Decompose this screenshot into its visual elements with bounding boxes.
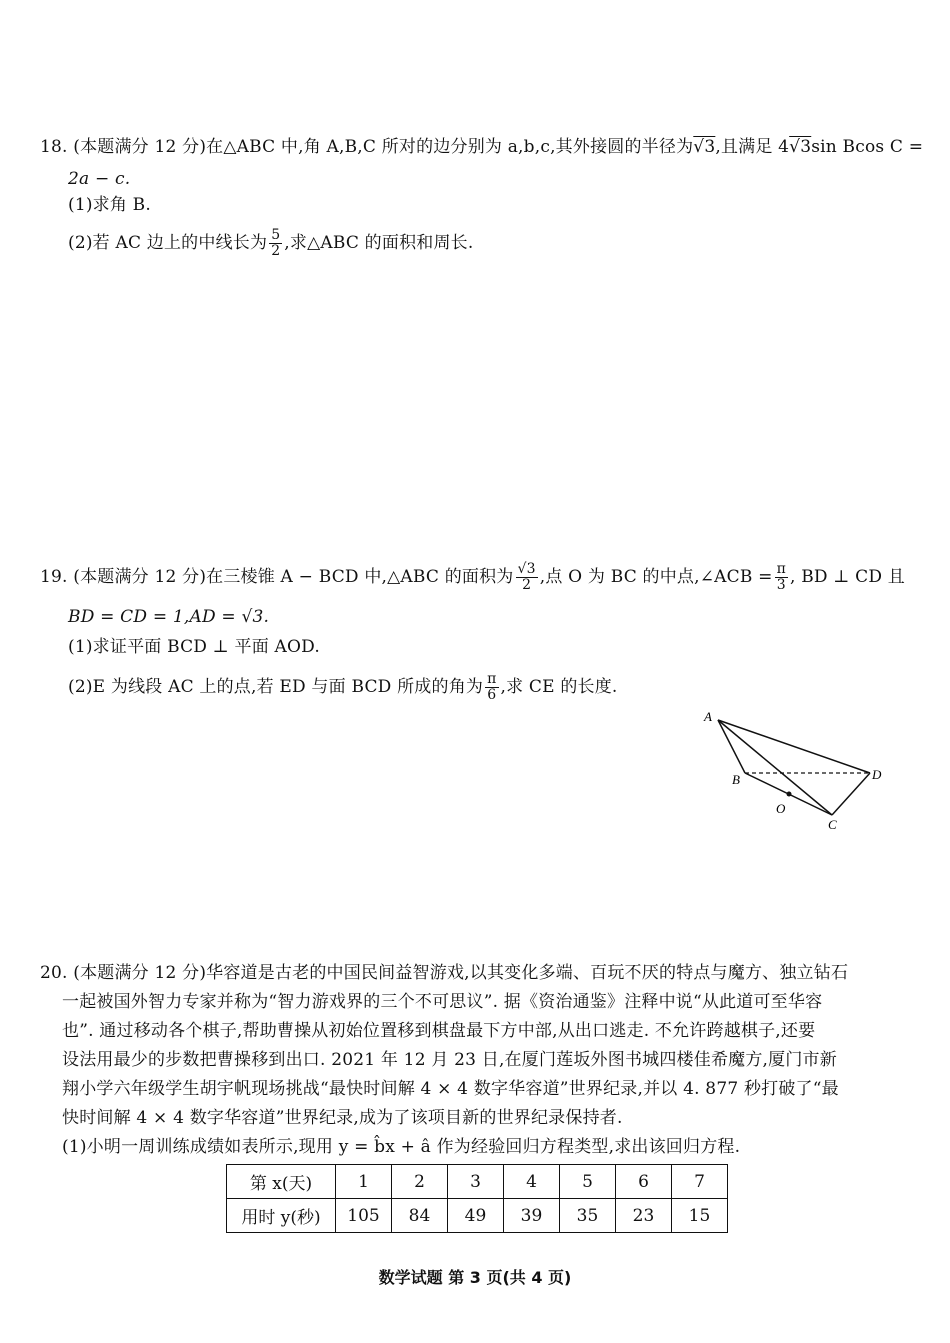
q18-stem-line2: 2a − c.: [68, 169, 131, 189]
q19-frac3: [485, 672, 498, 703]
table-cell: 105: [336, 1199, 392, 1233]
table-cell: 4: [504, 1165, 560, 1199]
q18-part2-b: ,求△ABC 的面积和周长.: [284, 233, 474, 253]
q19-points: (本题满分 12 分): [73, 567, 207, 587]
label-C: C: [828, 817, 837, 832]
q19-stem-c: , BD ⊥ CD 且: [790, 567, 905, 587]
q19-frac3-num: π: [487, 671, 497, 687]
q18-frac-num: 5: [271, 227, 281, 243]
q18-sqrt3: √3: [693, 137, 716, 157]
q18-points: (本题满分 12 分): [73, 137, 207, 157]
q20-line2: 一起被国外智力专家并称为“智力游戏界的三个不可思议”. 据《资治通鉴》注释中说“从此道可至华容: [62, 992, 823, 1012]
q19-frac2-num: π: [776, 561, 787, 577]
q20-points: (本题满分 12 分): [73, 963, 207, 983]
point-O: [787, 792, 792, 797]
q18-part2-a: (2)若 AC 边上的中线长为: [68, 233, 268, 253]
q19-part1: (1)求证平面 BCD ⊥ 平面 AOD.: [68, 637, 320, 657]
table-cell: 2: [392, 1165, 448, 1199]
page-footer: 数学试题 第 3 页(共 4 页): [378, 1268, 572, 1287]
q19-number: 19.: [40, 567, 68, 587]
q18-frac-den: 2: [271, 243, 281, 259]
q20-line1: [40, 962, 848, 984]
q19-part2-a: (2)E 为线段 AC 上的点,若 ED 与面 BCD 所成的角为: [68, 677, 484, 697]
q20-line3: 也”. 通过移动各个棋子,帮助曹操从初始位置移到棋盘最下方中部,从出口逃走. 不允许跨越棋子,还要: [62, 1021, 816, 1041]
table-row-x: [227, 1165, 728, 1199]
q19-stem-a: 在三棱锥 A − BCD 中,△ABC 的面积为: [206, 567, 514, 587]
q20-line4: 设法用最少的步数把曹操移到出口. 2021 年 12 月 23 日,在厦门莲坂外图书城四楼佳希魔方,厦门市新: [62, 1050, 837, 1070]
q19-frac2: [775, 562, 788, 593]
q19-frac1-num: √3: [517, 561, 536, 577]
q20-line6: 快时间解 4 × 4 数字华容道”世界纪录,成为了该项目新的世界纪录保持者.: [62, 1108, 623, 1128]
label-D: D: [872, 767, 882, 782]
edge-CD: [832, 773, 870, 815]
table-cell: 1: [336, 1165, 392, 1199]
q18-stem-c: ,且满足 4: [715, 137, 790, 157]
label-A: A: [704, 709, 712, 724]
q19-frac3-den: 6: [487, 687, 497, 703]
pyramid-figure: [700, 705, 900, 835]
table-cell: 35: [560, 1199, 616, 1233]
table-cell: 49: [448, 1199, 504, 1233]
q18-fraction: [269, 228, 282, 259]
table-cell: 23: [616, 1199, 672, 1233]
q18-part2: [68, 228, 473, 259]
q18-part1: (1)求角 B.: [68, 195, 151, 215]
q19-part2: [68, 672, 618, 703]
q19-frac2-den: 3: [776, 577, 786, 593]
training-table: [226, 1164, 728, 1233]
q19-stem-b: ,点 O 为 BC 的中点,∠ACB =: [539, 567, 773, 587]
table-cell: 15: [672, 1199, 728, 1233]
q18-stem-e: sin Bcos C =: [811, 137, 924, 157]
q19-stem-line2: BD = CD = 1,AD = √3.: [68, 607, 270, 627]
q19-frac1: [516, 562, 538, 593]
table-row-y: [227, 1199, 728, 1233]
q18-number: 18.: [40, 137, 68, 157]
q20-number: 20.: [40, 963, 68, 983]
q18-sqrt3-b: √3: [789, 137, 812, 157]
table-header-y: 用时 y(秒): [227, 1199, 336, 1233]
table-cell: 6: [616, 1165, 672, 1199]
q20-part1: (1)小明一周训练成绩如表所示,现用 y = b̂x + â 作为经验回归方程类型,求出该回归方程.: [62, 1137, 741, 1157]
table-cell: 84: [392, 1199, 448, 1233]
q19-part2-b: ,求 CE 的长度.: [500, 677, 618, 697]
q20-line5: 翔小学六年级学生胡宇帆现场挑战“最快时间解 4 × 4 数字华容道”世界纪录,并以 4. 877 秒打破了“最: [62, 1079, 839, 1099]
label-O: O: [776, 801, 786, 816]
table-cell: 39: [504, 1199, 560, 1233]
table-header-x: 第 x(天): [227, 1165, 336, 1199]
q19-frac1-den: 2: [522, 577, 532, 593]
table-cell: 7: [672, 1165, 728, 1199]
q18-stem: [40, 136, 923, 158]
q19-stem: [40, 562, 905, 593]
q20-line1-text: 华容道是古老的中国民间益智游戏,以其变化多端、百玩不厌的特点与魔方、独立钻石: [206, 963, 849, 983]
q18-stem-a: 在△ABC 中,角 A,B,C 所对的边分别为 a,b,c,其外接圆的半径为: [206, 137, 694, 157]
table-cell: 5: [560, 1165, 616, 1199]
label-B: B: [732, 772, 740, 787]
table-cell: 3: [448, 1165, 504, 1199]
edge-AC: [718, 720, 832, 815]
